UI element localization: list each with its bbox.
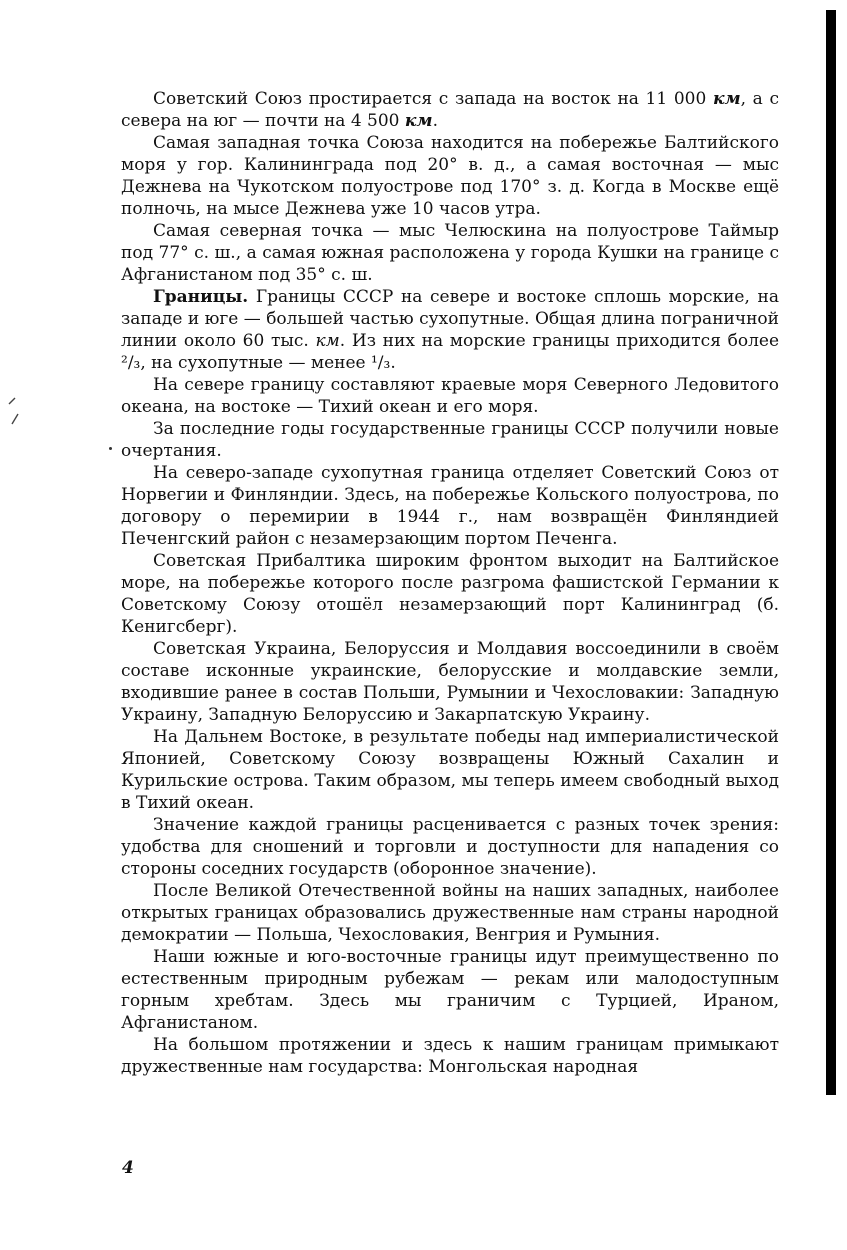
paragraph <box>121 220 779 286</box>
text-run: Советский Союз простирается с запада на восток на 11 000 <box>153 89 713 109</box>
paragraph <box>121 132 779 220</box>
body-text <box>121 88 779 1078</box>
margin-pencil-mark <box>6 390 22 430</box>
text-run: На севере границу составляют краевые моря Северного Ледовитого океана, на востоке — Тихий океан и его моря. <box>121 375 779 417</box>
text-run: После Великой Отечественной войны на наших западных, наиболее открытых границах образовались дружественные нам страны народной демократии — Польша, Чехословакия, Венгрия и Румыния. <box>121 881 779 945</box>
paragraph <box>121 946 779 1034</box>
text-run: км <box>404 111 433 131</box>
text-run: км <box>315 331 340 351</box>
paragraph <box>121 726 779 814</box>
paragraph <box>121 550 779 638</box>
paragraph <box>121 814 779 880</box>
paragraph <box>121 88 779 132</box>
paragraph <box>121 638 779 726</box>
text-run: Границы. <box>153 287 249 307</box>
text-run: За последние годы государственные границы СССР получили новые очертания. <box>121 419 779 461</box>
text-run: Границы СССР на севере и востоке сплошь морские, на западе и юге — большей частью сухопутные. Общая длина пограничной линии около 60 тыс. <box>121 287 779 351</box>
text-run: Советская Прибалтика широким фронтом выходит на Балтийское море, на побережье которого после разгрома фашистской Германии к Советскому Союзу отошёл незамерзающий порт Калининград (б. Кенигсберг). <box>121 551 779 637</box>
margin-dot <box>109 447 112 450</box>
text-run: км <box>712 89 741 109</box>
text-run: . <box>432 111 438 131</box>
paragraph <box>121 418 779 462</box>
text-run: Советская Украина, Белоруссия и Молдавия воссоединили в своём составе исконные украинские, белорусские и молдавские земли, входившие ранее в состав Польши, Румынии и Чехословакии: Западную Украину, Западную Белоруссию и Закарпатскую Украину. <box>121 639 779 725</box>
paragraph <box>121 880 779 946</box>
text-run: На Дальнем Востоке, в результате победы над империалистической Японией, Советскому Союзу возвращены Южный Сахалин и Курильские острова. Таким образом, мы теперь имеем свободный выход в Тихий океан. <box>121 727 779 813</box>
paragraph <box>121 286 779 374</box>
text-run: . Из них на морские границы приходится более ²/₃, на сухопутные — менее ¹/₃. <box>121 331 780 373</box>
text-run: На северо-западе сухопутная граница отделяет Советский Союз от Норвегии и Финляндии. Здесь, на побережье Кольского полуострова, по договору о перемирии в 1944 г., нам возвращён Финляндией Печенгский район с незамерзающим портом Печенга. <box>121 463 779 549</box>
text-run: Значение каждой границы расценивается с разных точек зрения: удобства для сношений и торговли и доступности для нападения со стороны соседних государств (оборонное значение). <box>121 815 779 879</box>
paragraph <box>121 1034 779 1078</box>
page-number: 4 <box>122 1158 134 1178</box>
text-run: Наши южные и юго-восточные границы идут преимущественно по естественным природным рубежам — рекам или малодоступным горным хребтам. Здесь мы граничим с Турцией, Ираном, Афганистаном. <box>121 947 779 1033</box>
text-run: Самая северная точка — мыс Челюскина на полуострове Таймыр под 77° с. ш., а самая южная расположена у города Кушки на границе с Афганистаном под 35° с. ш. <box>121 221 779 285</box>
paragraph <box>121 462 779 550</box>
text-run: Самая западная точка Союза находится на побережье Балтийского моря у гор. Калининграда под 20° в. д., а самая восточная — мыс Дежнева на Чукотском полуострове под 170° з. д. Когда в Москве ещё полночь, на мысе Дежнева уже 10 часов утра. <box>121 133 779 219</box>
page-edge-bar <box>826 10 836 1095</box>
paragraph <box>121 374 779 418</box>
text-run: , а с севера на юг — почти на 4 500 <box>121 89 779 131</box>
text-run: На большом протяжении и здесь к нашим границам примыкают дружественные нам государства: Монгольская народная <box>121 1035 779 1077</box>
